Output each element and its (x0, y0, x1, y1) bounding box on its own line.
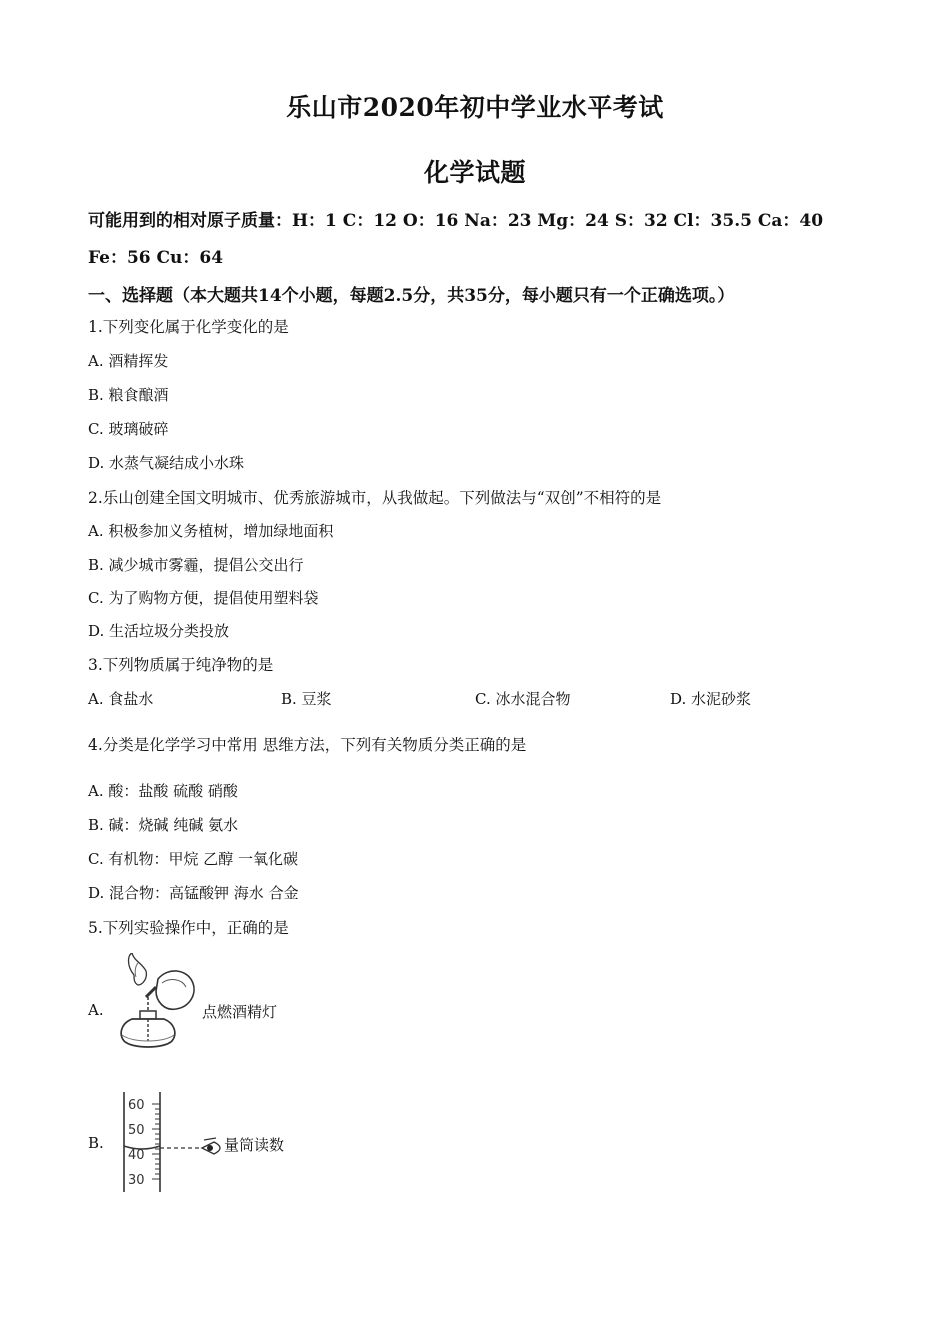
question-3-option-c: C. 冰水混合物 (475, 690, 571, 708)
alcohol-lamp-lighting-illustration (112, 953, 198, 1053)
question-1-option-b: B. 粮食酿酒 (88, 386, 169, 404)
question-4-option-a: A. 酸：盐酸 硫酸 硝酸 (88, 782, 238, 800)
question-2-option-d: D. 生活垃圾分类投放 (88, 622, 230, 640)
question-1-option-c: C. 玻璃破碎 (88, 420, 169, 438)
question-4-option-d: D. 混合物：高锰酸钾 海水 合金 (88, 884, 299, 902)
question-4-stem: 4.分类是化学学习中常用 思维方法，下列有关物质分类正确的是 (88, 736, 527, 754)
question-2-stem: 2.乐山创建全国文明城市、优秀旅游城市，从我做起。下列做法与“双创”不相符的是 (88, 489, 662, 507)
question-5-caption-a: 点燃酒精灯 (202, 1003, 278, 1021)
question-4-option-c: C. 有机物：甲烷 乙醇 一氧化碳 (88, 850, 299, 868)
question-1-stem: 1.下列变化属于化学变化的是 (88, 318, 289, 336)
question-3-option-b: B. 豆浆 (281, 690, 332, 708)
question-3-option-d: D. 水泥砂浆 (670, 690, 752, 708)
page-title: 乐山市2020年初中学业水平考试 (286, 93, 664, 122)
cylinder-tick-40: 40 (128, 1148, 145, 1163)
question-5-stem: 5.下列实验操作中，正确的是 (88, 919, 289, 937)
cylinder-tick-30: 30 (128, 1173, 145, 1188)
question-5-option-b: B. (88, 1134, 104, 1152)
graduated-cylinder-reading-illustration (118, 1088, 222, 1196)
question-2-option-a: A. 积极参加义务植树，增加绿地面积 (88, 522, 334, 540)
question-5-option-a: A. (88, 1001, 104, 1019)
cylinder-tick-50: 50 (128, 1123, 145, 1138)
atomic-mass-line-1: 可能用到的相对原子质量：H：1 C：12 O：16 Na：23 Mg：24 S：32 Cl：35.5 Ca：40 (88, 211, 824, 231)
section-heading: 一、选择题（本大题共14个小题，每题2.5分，共35分，每小题只有一个正确选项。） (88, 286, 735, 306)
question-1-option-a: A. 酒精挥发 (88, 352, 169, 370)
question-1-option-d: D. 水蒸气凝结成小水珠 (88, 454, 245, 472)
cylinder-tick-60: 60 (128, 1098, 145, 1113)
question-3-option-a: A. 食盐水 (88, 690, 154, 708)
atomic-mass-line-2: Fe：56 Cu：64 (88, 248, 224, 268)
question-3-stem: 3.下列物质属于纯净物的是 (88, 656, 274, 674)
page-subtitle: 化学试题 (423, 158, 526, 187)
question-2-option-c: C. 为了购物方便，提倡使用塑料袋 (88, 589, 319, 607)
question-2-option-b: B. 减少城市雾霾，提倡公交出行 (88, 556, 304, 574)
question-4-option-b: B. 碱：烧碱 纯碱 氨水 (88, 816, 239, 834)
question-5-caption-b: 量筒读数 (224, 1136, 285, 1154)
